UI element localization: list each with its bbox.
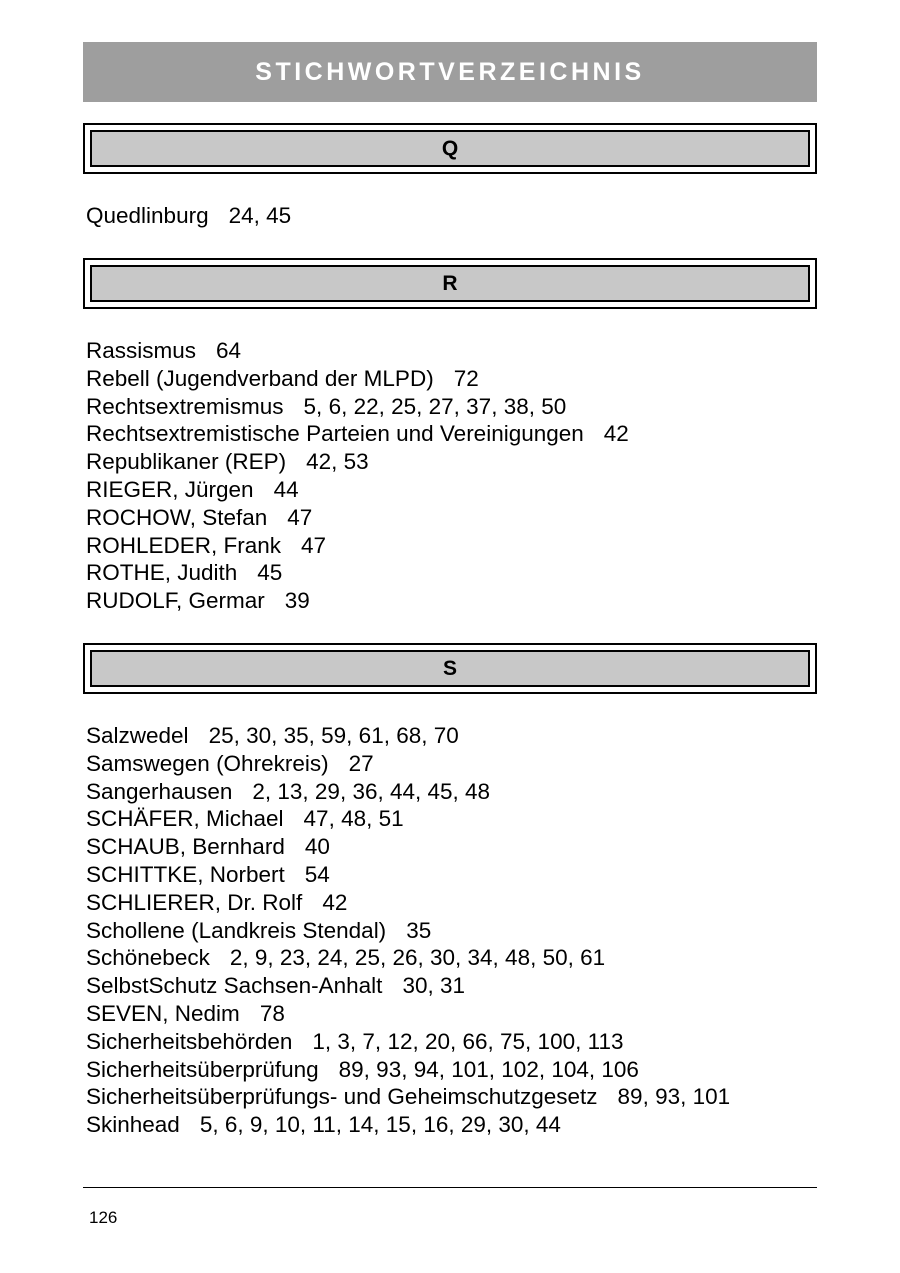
entry-term: SEVEN, Nedim <box>86 1000 240 1026</box>
entry-term: ROTHE, Judith <box>86 560 238 586</box>
entry-pages: 1, 3, 7, 12, 20, 66, 75, 100, 113 <box>312 1028 624 1054</box>
entry-term: Sicherheitsüberprüfung <box>86 1056 319 1082</box>
index-entry <box>86 944 730 972</box>
entry-pages: 39 <box>284 588 310 614</box>
entry-term: SCHITTKE, Norbert <box>86 861 285 887</box>
entry-pages: 42 <box>603 421 629 447</box>
entry-pages: 27 <box>348 750 374 776</box>
index-entry <box>86 1056 730 1084</box>
entry-pages: 42, 53 <box>306 449 369 475</box>
index-entry <box>86 1028 730 1056</box>
index-entry <box>86 476 629 504</box>
section-letter: S <box>90 650 810 687</box>
entry-pages: 47 <box>301 532 327 558</box>
entry-pages: 78 <box>259 1000 285 1026</box>
entry-term: Rassismus <box>86 338 197 363</box>
entry-term: Sicherheitsbehörden <box>86 1028 293 1054</box>
entry-pages: 42 <box>322 889 348 915</box>
index-entry <box>86 448 629 476</box>
entry-term: Schollene (Landkreis Stendal) <box>86 917 387 943</box>
section-header-s <box>83 643 817 694</box>
section-header-q <box>83 123 817 174</box>
entry-pages: 45 <box>257 560 283 586</box>
footer-divider <box>83 1187 817 1188</box>
entry-pages: 54 <box>304 861 330 887</box>
section-header-r <box>83 258 817 309</box>
entry-pages: 72 <box>453 365 479 391</box>
index-entry <box>86 393 629 421</box>
entry-term: ROHLEDER, Frank <box>86 532 282 558</box>
entry-term: RUDOLF, Germar <box>86 588 265 614</box>
entry-term: Schönebeck <box>86 945 210 971</box>
entry-term: Sangerhausen <box>86 778 233 804</box>
entry-term: Rebell (Jugendverband der MLPD) <box>86 365 434 391</box>
entry-term: SelbstSchutz Sachsen-Anhalt <box>86 973 383 999</box>
index-entry <box>86 587 629 615</box>
entry-list-q <box>86 202 291 230</box>
entry-pages: 35 <box>406 917 432 943</box>
section-letter: Q <box>90 130 810 167</box>
entry-term: Rechtsextremistische Parteien und Vereinigungen <box>86 421 584 447</box>
index-entry <box>86 833 730 861</box>
entry-term: ROCHOW, Stefan <box>86 504 268 530</box>
index-entry <box>86 365 629 393</box>
index-entry <box>86 889 730 917</box>
section-letter: R <box>90 265 810 302</box>
index-entry <box>86 750 730 778</box>
index-entry <box>86 1000 730 1028</box>
index-entry <box>86 337 629 365</box>
index-entry <box>86 972 730 1000</box>
entry-term: Salzwedel <box>86 723 189 748</box>
entry-pages: 5, 6, 9, 10, 11, 14, 15, 16, 29, 30, 44 <box>199 1112 561 1138</box>
entry-pages: 24, 45 <box>228 203 292 228</box>
index-entry <box>86 805 730 833</box>
entry-pages: 89, 93, 94, 101, 102, 104, 106 <box>338 1056 639 1082</box>
entry-term: RIEGER, Jürgen <box>86 476 254 502</box>
index-entry <box>86 420 629 448</box>
page-number: 126 <box>89 1208 118 1227</box>
index-entry <box>86 861 730 889</box>
entry-term: SCHLIERER, Dr. Rolf <box>86 889 303 915</box>
entry-term: Quedlinburg <box>86 203 209 228</box>
index-entry <box>86 1111 730 1139</box>
entry-list-s <box>86 722 730 1139</box>
entry-pages: 64 <box>216 338 242 363</box>
index-entry <box>86 917 730 945</box>
entry-list-r <box>86 337 629 615</box>
entry-pages: 25, 30, 35, 59, 61, 68, 70 <box>208 723 459 748</box>
index-entry <box>86 504 629 532</box>
entry-term: Sicherheitsüberprüfungs- und Geheimschutzgesetz <box>86 1084 598 1110</box>
entry-pages: 44 <box>273 476 299 502</box>
index-entry <box>86 722 730 750</box>
entry-pages: 2, 13, 29, 36, 44, 45, 48 <box>252 778 491 804</box>
entry-pages: 47, 48, 51 <box>303 806 404 832</box>
entry-term: SCHAUB, Bernhard <box>86 834 285 860</box>
entry-term: Skinhead <box>86 1112 180 1138</box>
entry-pages: 40 <box>304 834 330 860</box>
index-title: STICHWORTVERZEICHNIS <box>83 42 817 102</box>
entry-pages: 89, 93, 101 <box>617 1084 731 1110</box>
index-entry <box>86 1083 730 1111</box>
entry-pages: 30, 31 <box>402 973 465 999</box>
index-entry <box>86 202 291 230</box>
entry-term: SCHÄFER, Michael <box>86 806 284 832</box>
index-entry <box>86 778 730 806</box>
index-entry <box>86 532 629 560</box>
index-entry <box>86 559 629 587</box>
entry-pages: 47 <box>287 504 313 530</box>
entry-term: Rechtsextremismus <box>86 393 284 419</box>
entry-term: Samswegen (Ohrekreis) <box>86 750 329 776</box>
entry-pages: 2, 9, 23, 24, 25, 26, 30, 34, 48, 50, 61 <box>229 945 606 971</box>
entry-pages: 5, 6, 22, 25, 27, 37, 38, 50 <box>303 393 567 419</box>
entry-term: Republikaner (REP) <box>86 449 287 475</box>
